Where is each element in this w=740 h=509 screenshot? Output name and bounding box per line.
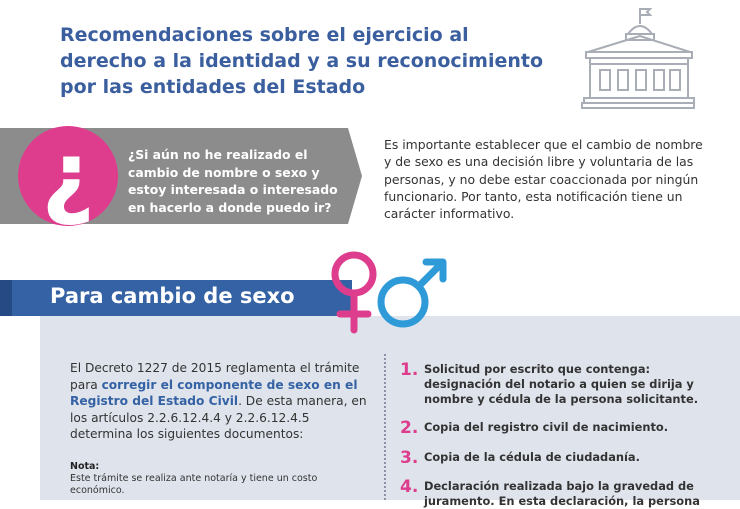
note-label: Nota: (70, 461, 100, 472)
intro-highlight: corregir el componente de sexo en el Registro del Estado Civil (70, 377, 358, 408)
requirement-number: 4. (400, 477, 419, 497)
requirement-text: Declaración realizada bajo la gravedad de juramento. En esta declaración, la persona (424, 479, 700, 508)
female-symbol-icon (335, 255, 373, 330)
intro-text-end: . De esta manera, en los artículos 2.2.6.12.4.4 y 2.2.6.12.4.5 determina los siguientes documentos: (70, 394, 367, 441)
gender-symbols (328, 250, 458, 340)
requirement-text: Copia de la cédula de ciudadanía. (424, 450, 640, 464)
government-building-icon (582, 6, 694, 110)
note-text: Este trámite se realiza ante notaría y tiene un costo económico. (70, 473, 318, 496)
intro-text-start: El Decreto 1227 de 2015 reglamenta el trámite para (70, 361, 360, 392)
requirement-text: Solicitud por escrito que contenga: designación del notario a quien se dirija y nombre y cédula de la persona solicitante. (424, 362, 699, 406)
question-mark-icon: ¿ (18, 126, 118, 226)
intro-paragraph (70, 360, 370, 443)
column-divider (384, 354, 386, 500)
requirement-number: 2. (400, 418, 419, 438)
male-symbol-icon (381, 262, 443, 324)
answer-text: Es importante establecer que el cambio de nombre y de sexo es una decisión libre y voluntaria de las personas, y no debe estar coaccionada por ningún funcionario. Por tanto, esta notificación tiene un carácter informativo. (384, 137, 703, 222)
section-title: Para cambio de sexo (50, 284, 295, 308)
question-text: ¿Si aún no he realizado el cambio de nombre o sexo y estoy interesada o interesado en hacerlo a donde puedo ir? (128, 147, 338, 215)
page-title: Recomendaciones sobre el ejercicio al derecho a la identidad y a su reconocimiento por las entidades del Estado (60, 24, 544, 98)
section-band-accent (0, 280, 12, 316)
requirement-number: 1. (400, 360, 419, 380)
requirement-number: 3. (400, 448, 419, 468)
requirement-text: Copia del registro civil de nacimiento. (424, 420, 669, 434)
